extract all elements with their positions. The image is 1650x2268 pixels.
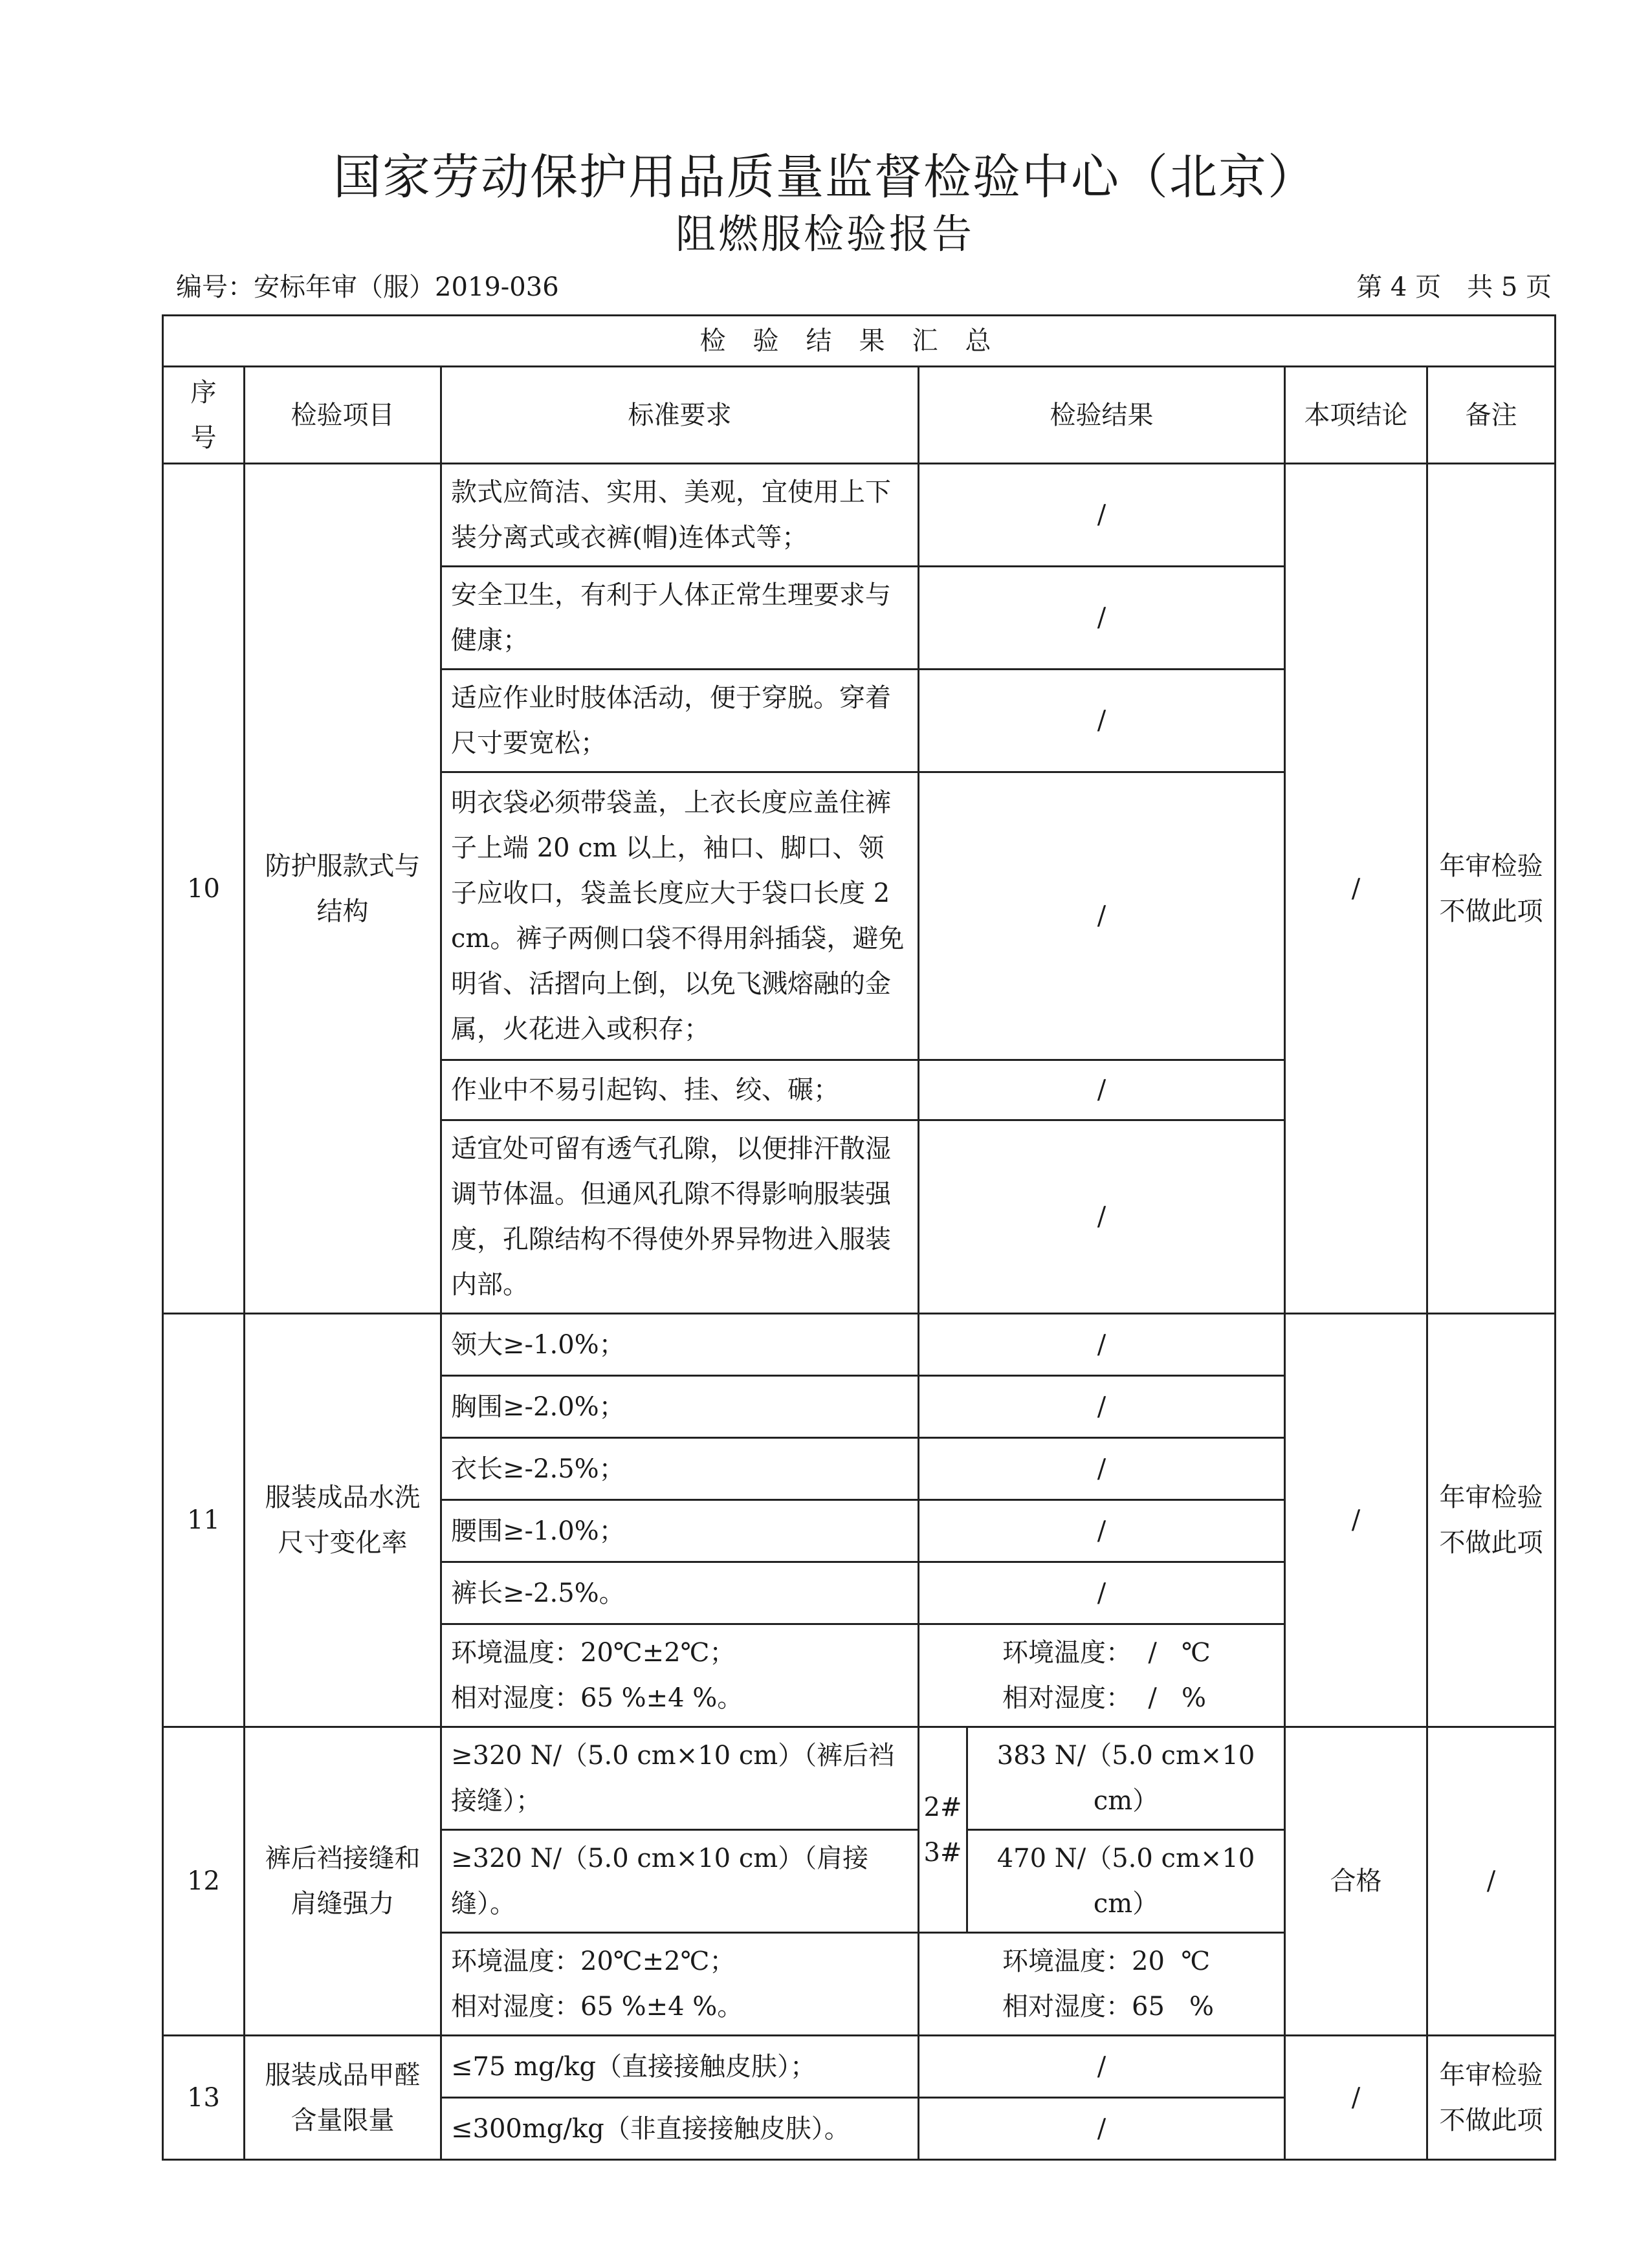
sample-id: 3# [923, 1837, 962, 1868]
requirement-cell: 衣长≥-2.5%； [441, 1438, 919, 1500]
remark-cell: 年审检验不做此项 [1427, 1314, 1556, 1727]
item-cell: 服装成品甲醛含量限量 [245, 2036, 441, 2160]
page-current: 第 4 页 [1356, 272, 1442, 302]
requirement-cell: 腰围≥-1.0%； [441, 1500, 919, 1562]
col-header-item: 检验项目 [245, 367, 441, 464]
result-cell: / [919, 1438, 1285, 1500]
requirement-cell: 作业中不易引起钩、挂、绞、碾； [441, 1060, 919, 1120]
result-cell: / [919, 2036, 1285, 2098]
item-cell: 服装成品水洗尺寸变化率 [245, 1314, 441, 1727]
requirement-cell: ≤300mg/kg（非直接接触皮肤）。 [441, 2098, 919, 2160]
report-number [176, 267, 559, 303]
seq-cell: 13 [163, 2036, 245, 2160]
table-row [163, 1727, 1556, 1830]
result-cell: / [919, 670, 1285, 772]
result-cell: / [919, 1120, 1285, 1314]
page-indicator [1356, 267, 1552, 303]
requirement-cell: 胸围≥-2.0%； [441, 1376, 919, 1438]
remark-cell: 年审检验不做此项 [1427, 2036, 1556, 2160]
report-number-value: 安标年审（服）2019-036 [254, 272, 559, 302]
result-cell: 470 N/（5.0 cm×10 cm） [967, 1830, 1285, 1933]
requirement-cell: 安全卫生，有利于人体正常生理要求与健康； [441, 567, 919, 670]
report-title: 国家劳动保护用品质量监督检验中心（北京） [333, 149, 1317, 205]
requirement-cell: 领大≥-1.0%； [441, 1314, 919, 1376]
conclusion-cell: / [1285, 464, 1427, 1314]
table-caption: 检验结果汇总 [163, 316, 1556, 367]
result-cell: / [919, 464, 1285, 567]
conclusion-cell: / [1285, 2036, 1427, 2160]
sample-id: 2# [923, 1792, 962, 1822]
result-cell: / [919, 1500, 1285, 1562]
remark-cell: 年审检验不做此项 [1427, 464, 1556, 1314]
requirement-cell: 适应作业时肢体活动，便于穿脱。穿着尺寸要宽松； [441, 670, 919, 772]
requirement-cell: 明衣袋必须带袋盖，上衣长度应盖住裤子上端 20 cm 以上，袖口、脚口、领子应收口，袋盖长度应大于袋口长度 2 cm。裤子两侧口袋不得用斜插袋，避免明省、活摺向上倒，以免飞溅熔融的金属，火花进入或积存； [441, 772, 919, 1060]
result-cell: / [919, 772, 1285, 1060]
requirement-cell: 适宜处可留有透气孔隙，以便排汗散湿调节体温。但通风孔隙不得影响服装强度，孔隙结构不得使外界异物进入服装内部。 [441, 1120, 919, 1314]
table-row [163, 1314, 1556, 1376]
table-row [163, 464, 1556, 567]
requirement-cell: ≤75 mg/kg（直接接触皮肤）； [441, 2036, 919, 2098]
remark-cell: / [1427, 1727, 1556, 2036]
requirement-cell: ≥320 N/（5.0 cm×10 cm）（裤后裆接缝）； [441, 1727, 919, 1830]
env-result-cell: 环境温度：20 ℃ 相对湿度：65 % [919, 1933, 1285, 2036]
col-header-requirement: 标准要求 [441, 367, 919, 464]
result-cell: / [919, 2098, 1285, 2160]
results-table [162, 314, 1556, 2161]
env-result-cell: 环境温度： / ℃ 相对湿度： / % [919, 1624, 1285, 1727]
conclusion-cell: 合格 [1285, 1727, 1427, 2036]
item-cell: 裤后裆接缝和肩缝强力 [245, 1727, 441, 2036]
requirement-cell: 裤长≥-2.5%。 [441, 1562, 919, 1624]
col-header-conclusion: 本项结论 [1285, 367, 1427, 464]
col-header-result: 检验结果 [919, 367, 1285, 464]
table-row [163, 2036, 1556, 2098]
result-cell: / [919, 1562, 1285, 1624]
env-requirement-cell: 环境温度：20℃±2℃； 相对湿度：65 %±4 %。 [441, 1624, 919, 1727]
header-row [163, 367, 1556, 464]
seq-cell: 11 [163, 1314, 245, 1727]
result-cell: / [919, 1060, 1285, 1120]
result-cell: / [919, 1314, 1285, 1376]
requirement-cell: ≥320 N/（5.0 cm×10 cm）（肩接缝）。 [441, 1830, 919, 1933]
requirement-cell: 款式应简洁、实用、美观，宜使用上下装分离式或衣裤(帽)连体式等； [441, 464, 919, 567]
seq-cell: 10 [163, 464, 245, 1314]
env-requirement-cell: 环境温度：20℃±2℃； 相对湿度：65 %±4 %。 [441, 1933, 919, 2036]
report-subtitle: 阻燃服检验报告 [675, 210, 974, 257]
conclusion-cell: / [1285, 1314, 1427, 1727]
result-cell: / [919, 567, 1285, 670]
seq-cell: 12 [163, 1727, 245, 2036]
page-total: 共 5 页 [1467, 272, 1552, 302]
sample-id-cell [919, 1727, 967, 1933]
col-header-remark: 备注 [1427, 367, 1556, 464]
result-cell: 383 N/（5.0 cm×10 cm） [967, 1727, 1285, 1830]
col-header-seq: 序号 [163, 367, 245, 464]
item-cell: 防护服款式与结构 [245, 464, 441, 1314]
report-number-label: 编号： [176, 272, 254, 302]
result-cell: / [919, 1376, 1285, 1438]
